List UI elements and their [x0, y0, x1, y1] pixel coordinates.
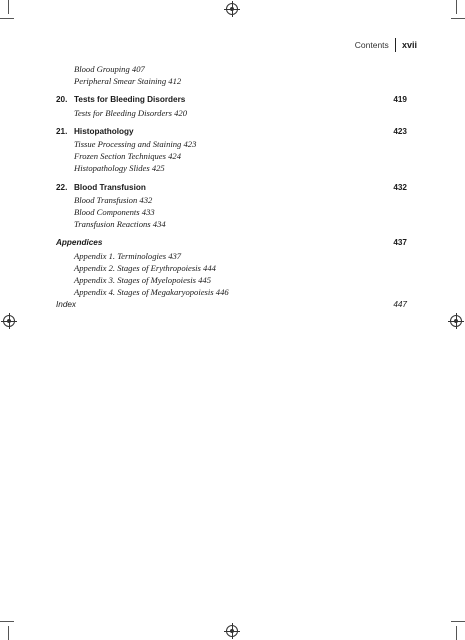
chapter-title: Histopathology — [74, 126, 134, 136]
chapter-title: Tests for Bleeding Disorders — [74, 95, 186, 105]
toc-sub-entry[interactable]: Blood Components 433 — [74, 207, 155, 218]
toc-sub-entry[interactable]: Blood Transfusion 432 — [74, 194, 153, 205]
registration-mark-icon — [226, 3, 238, 15]
toc-sub-entry[interactable]: Tests for Bleeding Disorders 420 — [74, 107, 187, 118]
chapter-number: 21. — [56, 126, 68, 136]
toc-sub-entry[interactable]: Tissue Processing and Staining 423 — [74, 139, 197, 150]
crop-mark — [451, 18, 465, 19]
toc-sub-entry[interactable]: Transfusion Reactions 434 — [74, 219, 166, 230]
crop-mark — [451, 621, 465, 622]
crop-mark — [8, 0, 9, 14]
toc-sub-entry[interactable]: Peripheral Smear Staining 412 — [74, 76, 182, 87]
running-header — [355, 38, 417, 52]
crop-mark — [456, 626, 457, 640]
toc-appendices[interactable] — [56, 237, 407, 249]
toc-chapter-22[interactable] — [56, 182, 407, 194]
registration-mark-icon — [226, 625, 238, 637]
chapter-number: 22. — [56, 182, 68, 192]
toc-appendix-entry[interactable]: Appendix 1. Terminologies 437 — [74, 250, 182, 261]
header-page-number: xvii — [401, 40, 417, 50]
crop-mark — [0, 621, 14, 622]
toc-sub-entry[interactable]: Frozen Section Techniques 424 — [74, 151, 182, 162]
toc-appendix-entry[interactable]: Appendix 2. Stages of Erythropoiesis 444 — [74, 262, 216, 273]
toc-sub-entry[interactable]: Histopathology Slides 425 — [74, 163, 165, 174]
header-label: Contents — [354, 40, 389, 50]
chapter-page: 432 — [393, 182, 407, 192]
table-of-contents — [56, 63, 407, 312]
registration-mark-icon — [3, 315, 15, 327]
chapter-page: 419 — [393, 95, 407, 105]
index-title: Index — [56, 300, 77, 310]
toc-chapter-21[interactable] — [56, 126, 407, 138]
appendices-page: 437 — [393, 238, 407, 248]
registration-mark-icon — [450, 315, 462, 327]
toc-appendix-entry[interactable]: Appendix 3. Stages of Myelopoiesis 445 — [74, 275, 211, 286]
chapter-title: Blood Transfusion — [74, 182, 146, 192]
crop-mark — [8, 626, 9, 640]
crop-mark — [0, 18, 14, 19]
chapter-number: 20. — [56, 95, 68, 105]
appendices-title: Appendices — [56, 238, 103, 248]
crop-mark — [456, 0, 457, 14]
toc-index[interactable] — [56, 299, 407, 311]
chapter-page: 423 — [393, 126, 407, 136]
header-divider — [395, 38, 396, 52]
toc-appendix-entry[interactable]: Appendix 4. Stages of Megakaryopoiesis 446 — [74, 287, 229, 298]
index-page: 447 — [393, 300, 407, 310]
toc-sub-entry[interactable]: Blood Grouping 407 — [74, 64, 145, 74]
toc-chapter-20[interactable] — [56, 94, 407, 106]
